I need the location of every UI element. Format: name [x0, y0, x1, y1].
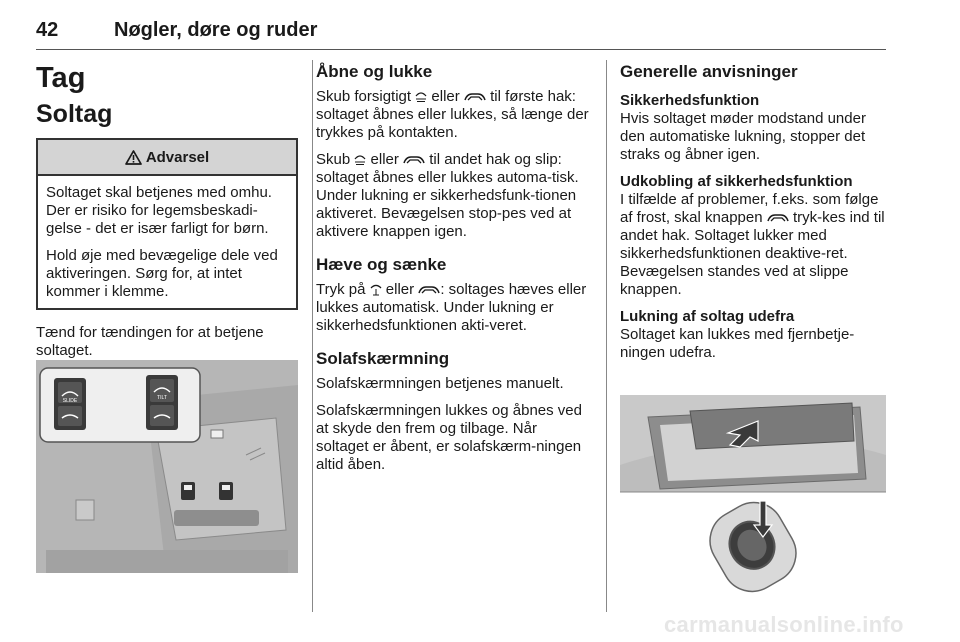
section-heading: Tag [36, 62, 86, 94]
close-roof-icon [403, 154, 425, 166]
text-run: tryk-kes ind til andet hak. Soltaget lukker med sikkerhedsfunktionen deaktive-ret. Bevægelsen standes ved at slippe knappen. [620, 209, 885, 298]
page-header [36, 10, 886, 50]
body-text [316, 281, 592, 335]
warning-title: Advarsel [145, 148, 210, 166]
text-run: til andet hak og slip: soltaget åbnes eller lukkes automa-tisk. Under lukning er sikkerhedsfunk-tionen aktiveret. Bevægelsen stop-pes ved at aktivere knappen igen. [316, 151, 579, 240]
text-run: I tilfælde af problemer, f.eks. som følge af frost, skal knappen [620, 191, 879, 226]
subheading: Lukning af soltag udefra [620, 308, 795, 325]
text-run: til første hak: soltaget åbnes eller lukkes, så længe der trykkes på kontakten. [316, 88, 589, 141]
text-run: eller [370, 151, 399, 168]
close-roof-icon [767, 212, 789, 224]
column-middle [316, 62, 592, 474]
column-divider [606, 60, 607, 612]
console-illustration [36, 360, 298, 573]
warning-text: Soltaget skal betjenes med omhu. Der er risiko for legemsbeskadi-gelse - det er især farligt for børn. [46, 184, 272, 237]
tilt-icon [370, 282, 382, 296]
body-text [620, 191, 886, 299]
text-run: eller [431, 88, 460, 105]
body-text [316, 151, 592, 241]
close-roof-icon [464, 91, 486, 103]
warning-box [36, 138, 298, 310]
text-run: eller [385, 281, 415, 298]
body-text: Solafskærmningen lukkes og åbnes ved at skyde den frem og tilbage. Når soltaget er åbent, er solafskærm-ningen altid åben. [316, 402, 582, 473]
column-right [620, 62, 886, 362]
body-text: Soltaget kan lukkes med fjernbetje-ningen udefra. [620, 326, 855, 361]
subheading: Udkobling af sikkerhedsfunktion [620, 173, 853, 190]
warning-triangle-icon [125, 150, 142, 165]
text-run: : soltages hæves eller lukkes automatisk. Under lukning er sikkerhedsfunktionen akti-veret. [316, 281, 587, 334]
body-text: Hvis soltaget møder modstand under den automatiske lukning, stopper det straks og åbner igen. [620, 110, 866, 163]
text-run: Skub forsigtigt [316, 88, 412, 105]
text-run: Tryk på [316, 281, 366, 298]
slide-label: SLIDE [62, 398, 78, 404]
text-run: Skub [316, 151, 351, 168]
watermark: carmanualsonline.info [664, 612, 904, 637]
slide-icon [415, 89, 427, 103]
page-number: 42 [36, 19, 59, 41]
body-text [316, 88, 592, 142]
close-roof-icon [418, 284, 440, 296]
body-text: Solafskærmningen betjenes manuelt. [316, 375, 564, 392]
remote-close-illustration [620, 395, 886, 607]
section-heading: Åbne og lukke [316, 62, 433, 81]
section-heading: Solafskærmning [316, 349, 450, 368]
chapter-title: Nøgler, døre og ruder [114, 19, 318, 41]
column-left [36, 62, 298, 360]
warning-header [38, 140, 296, 176]
tilt-label: TILT [157, 395, 167, 401]
warning-text: Hold øje med bevægelige dele ved aktiveringen. Sørg for, at intet kommer i klemme. [46, 247, 278, 300]
body-text: Tænd for tændingen for at betjene soltaget. [36, 324, 264, 359]
section-heading: Generelle anvisninger [620, 62, 798, 81]
section-heading: Hæve og sænke [316, 255, 447, 274]
column-divider [312, 60, 313, 612]
subsection-heading: Soltag [36, 100, 113, 128]
subheading: Sikkerhedsfunktion [620, 92, 760, 109]
slide-icon [354, 152, 366, 166]
